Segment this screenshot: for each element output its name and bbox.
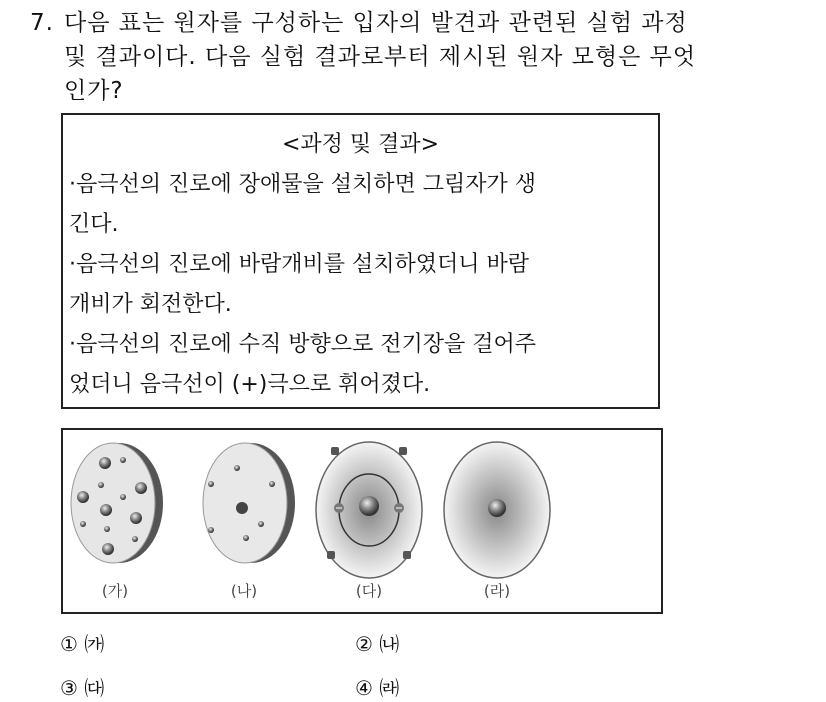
model-label: (라): [483, 582, 511, 600]
option-label: ㈐: [84, 676, 105, 700]
option-number: ②: [355, 632, 373, 656]
box-line: ·음극선의 진로에 장애물을 설치하면 그림자가 생: [69, 172, 537, 197]
option-2[interactable]: [355, 628, 399, 657]
box-line: 긴다.: [69, 212, 119, 237]
option-number: ④: [355, 676, 373, 700]
box-title: <과정 및 결과>: [281, 132, 440, 157]
question-line: 인가?: [64, 78, 124, 104]
thomson-plum-pudding-model: [71, 443, 163, 563]
option-label: ㈎: [84, 632, 105, 656]
rutherford-model: [203, 443, 295, 563]
option-4[interactable]: [355, 672, 399, 701]
option-3[interactable]: [60, 672, 104, 701]
option-label: ㈑: [379, 676, 400, 700]
question-line: 및 결과이다. 다음 실험 결과로부터 제시된 원자 모형은 무엇: [64, 44, 697, 70]
model-label: (다): [355, 582, 383, 600]
question-number: 7.: [30, 10, 54, 36]
option-label: ㈏: [379, 632, 400, 656]
box-line: 개비가 회전한다.: [69, 292, 232, 317]
box-line: 었더니 음극선이 (+)극으로 휘어졌다.: [69, 372, 431, 397]
model-label: (가): [101, 582, 129, 600]
box-line: ·음극선의 진로에 수직 방향으로 전기장을 걸어주: [69, 332, 537, 357]
box-line: ·음극선의 진로에 바람개비를 설치하였더니 바람: [69, 252, 530, 277]
bohr-model: [316, 442, 422, 578]
model-label: (나): [230, 582, 258, 600]
option-number: ③: [60, 676, 78, 700]
option-number: ①: [60, 632, 78, 656]
option-1[interactable]: [60, 628, 104, 657]
electron-cloud-model: [444, 442, 550, 578]
process-result-box: [61, 113, 660, 409]
atom-models-figure: [61, 428, 663, 614]
question-line: 다음 표는 원자를 구성하는 입자의 발견과 관련된 실험 과정: [64, 10, 688, 36]
